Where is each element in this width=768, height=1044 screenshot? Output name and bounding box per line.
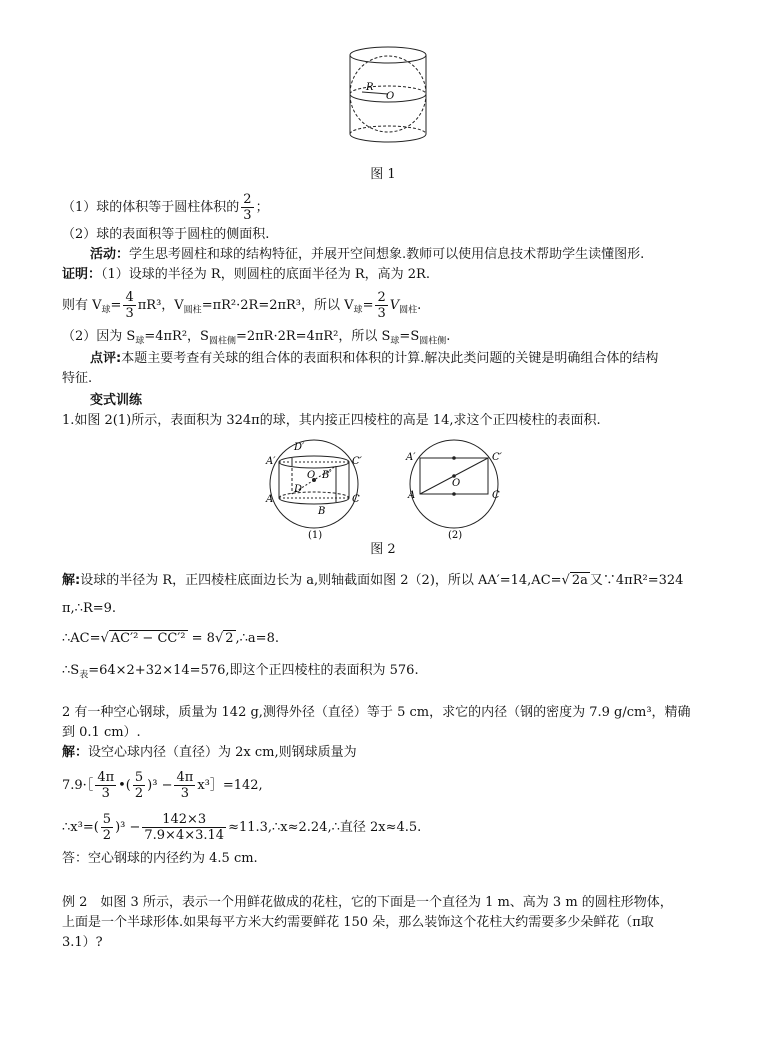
- solution-2-line-2: 7.9·［ $\frac{4\pi}{3}$ •( $\frac{5}{2}$ )³ − $\frac{4\pi}{3}$ x³］=142,: [62, 770, 263, 801]
- fig1-label-r: R: [366, 82, 374, 93]
- comment-line-1: 点评:本题主要考查有关球的组合体的表面积和体积的计算.解决此类问题的关键是明确组合体的结构: [90, 351, 659, 366]
- fig2-left-label: A: [266, 494, 274, 505]
- fig2-left-label: B′: [322, 470, 332, 481]
- comment-line-2: 特征.: [62, 371, 93, 386]
- fig2-left-label: O: [307, 470, 316, 481]
- fig2-right-label: O: [452, 478, 461, 489]
- activity-line: 活动：学生思考圆柱和球的结构特征，并展开空间想象.教师可以使用信息技术帮助学生读懂图形.: [90, 247, 645, 262]
- proof-line: 证明：（1）设球的半径为 R，则圆柱的底面半径为 R，高为 2R.: [62, 267, 430, 282]
- fig2-left-label: D′: [294, 442, 305, 453]
- fig2-right-label: A: [408, 490, 416, 501]
- fig2-left-label: B: [318, 506, 326, 517]
- proof-volume-line: 则有 $V_球=$ $\frac{4}{3}$ πR³，$V_{圆柱}=\pi R^2\cdot 2R=2\pi R^3$，所以 $V_球=$ $\frac{2}{3}$ $V_{圆柱}$.: [62, 290, 422, 321]
- solution-1-line-2: π,∴R=9.: [62, 601, 117, 616]
- question-2-line-2: 到 0.1 cm）.: [62, 725, 141, 740]
- figure-2-caption: 图 2: [370, 542, 396, 557]
- fig2-right-label: (2): [448, 530, 463, 541]
- fig2-left-label: C: [352, 494, 360, 505]
- solution-2-line-1: 解：设空心球内径（直径）为 2x cm,则钢球质量为: [62, 745, 357, 760]
- example-2-line-3: 3.1）?: [62, 935, 103, 950]
- fig2-left-label: D: [294, 484, 303, 495]
- solution-1-line-4: $\therefore S_表=64\times 2+32\times 14=576$,即这个正四棱柱的表面积为 576.: [62, 663, 419, 681]
- statement-1: （1）球的体积等于圆柱体积的 $\frac{2}{3}$ ；: [62, 192, 269, 223]
- fig2-left-label: C′: [352, 456, 362, 467]
- fig2-right-label: C: [492, 490, 500, 501]
- solution-2-answer: 答：空心钢球的内径约为 4.5 cm.: [62, 851, 258, 866]
- fig2-left-label: A′: [266, 456, 276, 467]
- question-1: 1.如图 2(1)所示，表面积为 324π的球，其内接正四棱柱的高是 14,求这个正四棱柱的表面积.: [62, 413, 601, 428]
- solution-1-line-1: 解:设球的半径为 R，正四棱柱底面边长为 a,则轴截面如图 2（2)，所以 AA′=14,AC=√ 2a 又∵4πR²=324: [62, 573, 684, 588]
- fig2-right-label: A′: [406, 452, 416, 463]
- fig2-left-label: (1): [308, 530, 323, 541]
- figure-2-left-sphere-prism: [262, 434, 372, 544]
- question-2-line-1: 2 有一种空心钢球，质量为 142 g,测得外径（直径）等于 5 cm，求它的内径（钢的密度为 7.9 g/cm³，精确: [62, 705, 691, 720]
- figure-1-sphere-in-cylinder: [340, 42, 436, 152]
- proof-area-line: （2）因为 $S_球=4\pi R^2$，$S_{圆柱侧}=2\pi R\cdot 2R=4\pi R^2$，所以 $S_球=S_{圆柱侧}$.: [62, 329, 451, 347]
- solution-1-line-3: ∴AC=√ AC′² − CC′² = 8√ 2 ,∴a=8.: [62, 631, 279, 646]
- figure-2-right-axial-section: [402, 434, 512, 544]
- section-heading-variant: 变式训练: [90, 393, 143, 408]
- fig2-right-label: C′: [492, 452, 502, 463]
- fig1-label-o: O: [386, 91, 395, 102]
- statement-2: （2）球的表面积等于圆柱的侧面积.: [62, 227, 270, 242]
- figure-1-caption: 图 1: [370, 167, 396, 182]
- example-2-line-1: 例 2 如图 3 所示，表示一个用鲜花做成的花柱，它的下面是一个直径为 1 m、高为 3 m 的圆柱形物体，: [62, 895, 673, 910]
- solution-2-line-3: ∴x³=( $\frac{5}{2}$ )³ − $\frac{142\times 3}{7.9\times 4\times 3.14}$ ≈11.3,∴x≈2.24,∴直径 2x≈4.5.: [62, 812, 422, 843]
- example-2-line-2: 上面是一个半球形体.如果每平方米大约需要鲜花 150 朵，那么装饰这个花柱大约需要多少朵鲜花（π取: [62, 915, 654, 930]
